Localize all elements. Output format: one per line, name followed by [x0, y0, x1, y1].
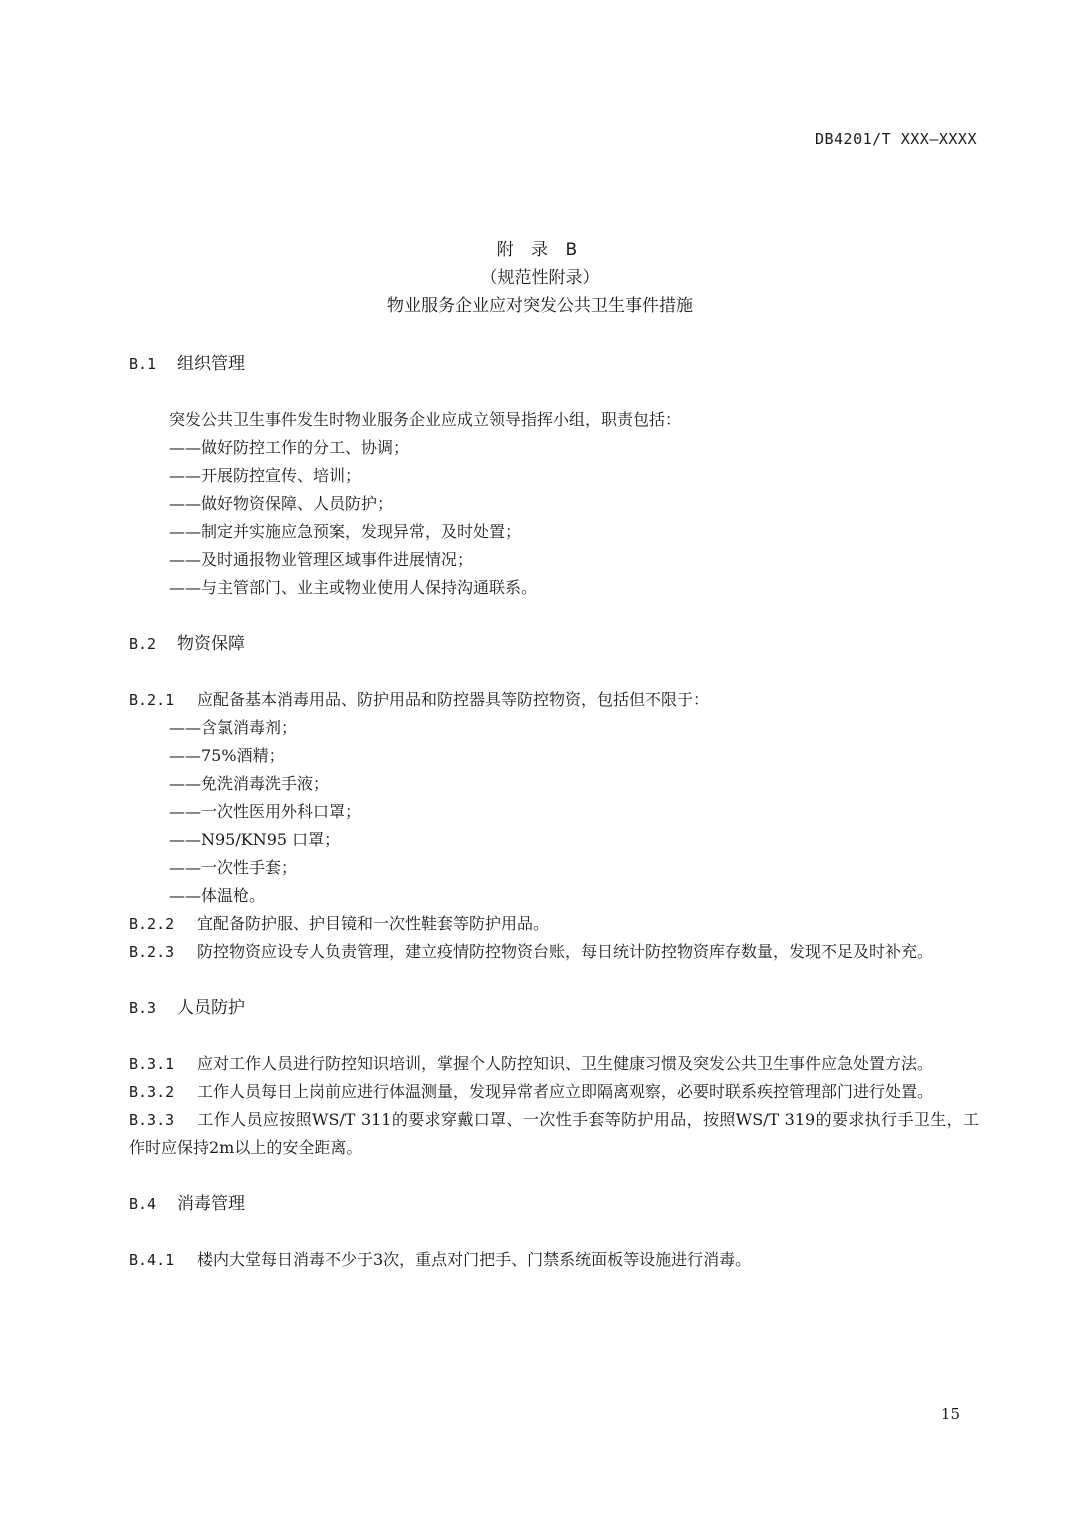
clause-number: B.3.1 — [129, 1055, 175, 1073]
list-item: ——做好物资保障、人员防护； — [169, 494, 394, 513]
clause-number: B.4.1 — [129, 1251, 175, 1269]
section-title: 组织管理 — [177, 354, 245, 374]
clause-text: 应配备基本消毒用品、防护用品和防控器具等防控物资，包括但不限于： — [197, 690, 710, 709]
clause-number: B.2.2 — [129, 915, 175, 933]
list-item: ——与主管部门、业主或物业使用人保持沟通联系。 — [169, 578, 538, 597]
clause-b3-1 — [129, 1050, 979, 1078]
appendix-label: 附 录 B — [496, 240, 584, 260]
section-number: B.2 — [129, 635, 157, 653]
clause-text: 应对工作人员进行防控知识培训，掌握个人防控知识、卫生健康习惯及突发公共卫生事件应急处置方法。 — [197, 1054, 934, 1073]
appendix-heading: 物业服务企业应对突发公共卫生事件措施 — [387, 296, 693, 316]
section-number: B.1 — [129, 355, 157, 373]
section-heading-b3 — [129, 994, 979, 1022]
section-title: 人员防护 — [177, 998, 245, 1018]
document-body — [129, 350, 979, 1274]
clause-b3-2 — [129, 1078, 979, 1106]
list-item: ——一次性手套； — [169, 858, 298, 877]
clause-number: B.3.2 — [129, 1083, 175, 1101]
section-title: 物资保障 — [177, 634, 245, 654]
clause-text: 工作人员应按照WS/T 311的要求穿戴口罩、一次性手套等防护用品，按照WS/T 319的要求执行手卫生，工作时应保持2m以上的安全距离。 — [129, 1110, 979, 1157]
clause-number: B.2.1 — [129, 691, 175, 709]
clause-text: 工作人员每日上岗前应进行体温测量，发现异常者应立即隔离观察，必要时联系疾控管理部门进行处置。 — [197, 1082, 934, 1101]
section-heading-b2 — [129, 630, 979, 658]
clause-number: B.2.3 — [129, 943, 175, 961]
clause-b2-1 — [129, 686, 979, 714]
clause-b3-3 — [129, 1106, 979, 1162]
list-item: ——N95/KN95 口罩； — [169, 830, 341, 849]
section-heading-b4 — [129, 1190, 979, 1218]
clause-b2-3 — [129, 938, 979, 966]
section-number: B.4 — [129, 1195, 157, 1213]
list-item: ——体温枪。 — [169, 886, 266, 905]
list-item: ——做好防控工作的分工、协调； — [169, 438, 410, 457]
section-heading-b1 — [129, 350, 979, 378]
clause-number: B.3.3 — [129, 1111, 175, 1129]
clause-b4-1 — [129, 1246, 979, 1274]
section-number: B.3 — [129, 999, 157, 1017]
document-code: DB4201/T XXX—XXXX — [814, 130, 977, 148]
clause-b2-2 — [129, 910, 979, 938]
list-item: ——开展防控宣传、培训； — [169, 466, 362, 485]
paragraph: 突发公共卫生事件发生时物业服务企业应成立领导指挥小组，职责包括： — [169, 410, 682, 429]
clause-text: 宜配备防护服、护目镜和一次性鞋套等防护用品。 — [197, 914, 550, 933]
list-item: ——75%酒精； — [169, 746, 285, 765]
clause-text: 防控物资应设专人负责管理，建立疫情防控物资台账，每日统计防控物资库存数量，发现不足及时补充。 — [197, 942, 934, 961]
section-title: 消毒管理 — [177, 1194, 245, 1214]
list-item: ——及时通报物业管理区域事件进展情况； — [169, 550, 474, 569]
page-number: 15 — [940, 1405, 960, 1423]
list-item: ——免洗消毒洗手液； — [169, 774, 330, 793]
appendix-title-block — [0, 236, 1080, 320]
appendix-type: （规范性附录） — [480, 268, 600, 288]
list-item: ——制定并实施应急预案，发现异常，及时处置； — [169, 522, 522, 541]
list-item: ——含氯消毒剂； — [169, 718, 298, 737]
clause-text: 楼内大堂每日消毒不少于3次，重点对门把手、门禁系统面板等设施进行消毒。 — [197, 1250, 752, 1269]
list-item: ——一次性医用外科口罩； — [169, 802, 362, 821]
